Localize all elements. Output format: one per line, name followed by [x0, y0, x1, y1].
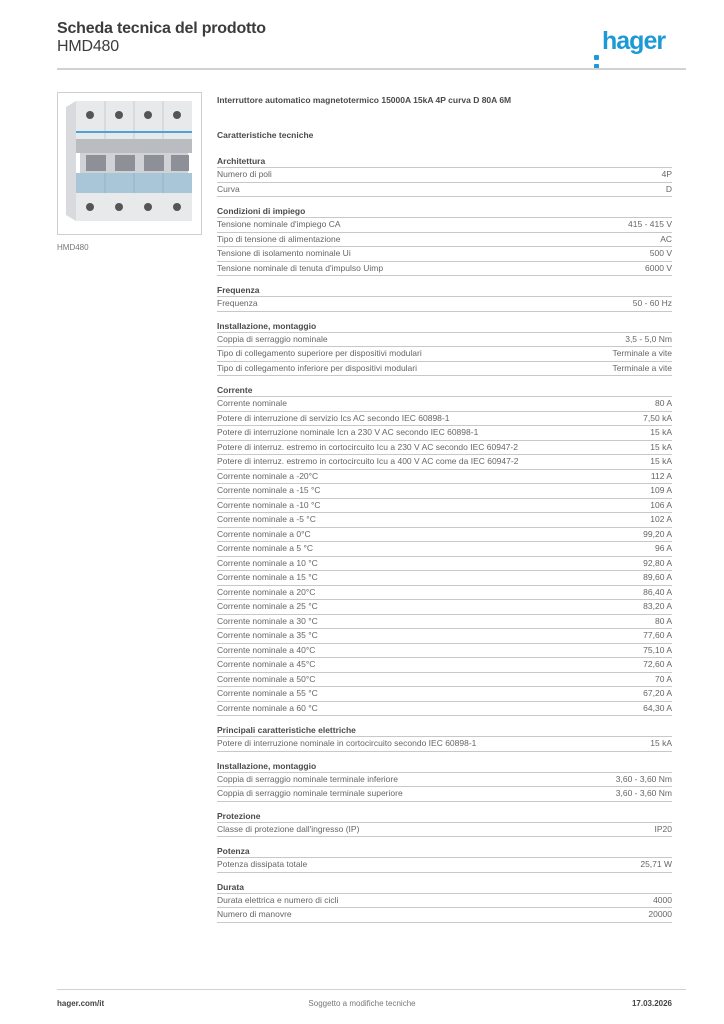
spec-label: Corrente nominale a 55 °C — [217, 688, 318, 698]
spec-section — [217, 206, 672, 276]
spec-row — [217, 499, 672, 514]
spec-label: Corrente nominale a 0°C — [217, 528, 311, 539]
spec-row — [217, 600, 672, 615]
section-title: Condizioni di impiego — [217, 206, 672, 218]
spec-row — [217, 218, 672, 233]
spec-value: 99,20 A — [643, 528, 672, 539]
spec-label: Tipo di tensione di alimentazione — [217, 233, 341, 244]
spec-row — [217, 183, 672, 198]
spec-value: 15 kA — [650, 738, 672, 748]
spec-value: 96 A — [654, 543, 672, 553]
section-title: Principali caratteristiche elettriche — [217, 725, 672, 737]
spec-label: Corrente nominale a 50°C — [217, 673, 316, 684]
spec-value: 6000 V — [645, 262, 672, 273]
spec-row — [217, 426, 672, 441]
section-title: Potenza — [217, 846, 672, 858]
spec-value: 3,60 - 3,60 Nm — [615, 788, 672, 798]
spec-row — [217, 629, 672, 644]
spec-label: Corrente nominale a 5 °C — [217, 543, 314, 553]
spec-row — [217, 347, 672, 362]
footer-website-link[interactable]: hager.com/it — [57, 999, 105, 1008]
spec-row — [217, 262, 672, 277]
spec-value: 106 A — [650, 499, 672, 510]
spec-label: Corrente nominale a -15 °C — [217, 485, 321, 495]
spec-label: Tensione nominale di tenuta d'impulso Uimp — [217, 262, 384, 273]
spec-label: Corrente nominale a -10 °C — [217, 499, 321, 510]
spec-section — [217, 725, 672, 752]
spec-value: 75,10 A — [643, 644, 672, 655]
spec-value: 83,20 A — [643, 601, 672, 611]
spec-value: 25,71 W — [640, 859, 672, 869]
spec-label: Tipo di collegamento inferiore per dispositivi modulari — [217, 362, 418, 373]
spec-label: Corrente nominale a 15 °C — [217, 572, 318, 582]
spec-row — [217, 484, 672, 499]
spec-label: Tensione di isolamento nominale Ui — [217, 248, 351, 258]
page-title: Scheda tecnica del prodotto — [57, 20, 266, 37]
spec-label: Numero di manovre — [217, 909, 292, 919]
spec-label: Potere di interruz. estremo in cortocircuito Icu a 230 V AC secondo IEC 60947-2 — [217, 441, 518, 452]
spec-row — [217, 773, 672, 788]
image-caption: HMD480 — [57, 243, 89, 252]
spec-section — [217, 385, 672, 716]
spec-section — [217, 761, 672, 802]
section-title: Protezione — [217, 811, 672, 823]
spec-value: 67,20 A — [643, 688, 672, 698]
spec-label: Durata elettrica e numero di cicli — [217, 894, 339, 905]
spec-row — [217, 168, 672, 183]
spec-row — [217, 397, 672, 412]
spec-label: Corrente nominale a 10 °C — [217, 557, 318, 568]
spec-row — [217, 297, 672, 312]
spec-value: 70 A — [654, 673, 672, 684]
spec-section — [217, 811, 672, 838]
spec-value: 3,60 - 3,60 Nm — [615, 773, 672, 784]
spec-value: 80 A — [654, 615, 672, 626]
spec-value: 415 - 415 V — [628, 219, 672, 229]
spec-row — [217, 542, 672, 557]
spec-value: D — [665, 183, 672, 194]
spec-label: Tipo di collegamento superiore per dispositivi modulari — [217, 348, 422, 358]
section-title: Durata — [217, 882, 672, 894]
spec-row — [217, 247, 672, 262]
hager-logo — [594, 27, 665, 55]
spec-section — [217, 846, 672, 873]
spec-row — [217, 586, 672, 601]
spec-label: Corrente nominale a 30 °C — [217, 615, 318, 626]
spec-value: AC — [660, 233, 672, 244]
circuit-breaker-icon — [58, 93, 201, 234]
spec-label: Corrente nominale a 40°C — [217, 644, 316, 655]
spec-label: Corrente nominale a 25 °C — [217, 601, 318, 611]
spec-content — [217, 94, 672, 932]
logo-text: hager — [602, 27, 666, 55]
spec-row — [217, 894, 672, 909]
product-description: Interruttore automatico magnetotermico 15000A 15kA 4P curva D 80A 6M — [217, 95, 512, 105]
spec-value: 15 kA — [650, 427, 672, 437]
spec-label: Frequenza — [217, 298, 258, 308]
spec-row — [217, 571, 672, 586]
spec-row — [217, 673, 672, 688]
spec-value: 89,60 A — [643, 572, 672, 582]
spec-row — [217, 787, 672, 802]
spec-label: Curva — [217, 183, 240, 194]
spec-value: 86,40 A — [643, 586, 672, 597]
header-divider — [57, 68, 686, 70]
spec-value: 109 A — [650, 485, 672, 495]
spec-row — [217, 362, 672, 377]
footer-notice: Soggetto a modifiche tecniche — [308, 999, 416, 1008]
spec-value: 15 kA — [650, 441, 672, 452]
spec-label: Numero di poli — [217, 169, 272, 179]
footer-divider — [57, 989, 686, 990]
spec-row — [217, 644, 672, 659]
spec-value: 92,80 A — [643, 557, 672, 568]
spec-row — [217, 702, 672, 717]
spec-value: 77,60 A — [643, 630, 672, 640]
spec-value: IP20 — [654, 823, 672, 834]
spec-label: Potenza dissipata totale — [217, 859, 308, 869]
spec-row — [217, 557, 672, 572]
spec-value: 64,30 A — [643, 702, 672, 713]
section-title: Corrente — [217, 385, 672, 397]
spec-row — [217, 687, 672, 702]
spec-row — [217, 412, 672, 427]
spec-value: 15 kA — [650, 456, 672, 466]
spec-row — [217, 908, 672, 923]
spec-row — [217, 737, 672, 752]
spec-label: Potere di interruzione nominale Icn a 230 V AC secondo IEC 60898-1 — [217, 427, 479, 437]
product-code: HMD480 — [57, 38, 119, 55]
spec-value: 80 A — [654, 398, 672, 408]
spec-value: 3,5 - 5,0 Nm — [625, 333, 672, 344]
spec-sections — [217, 156, 672, 923]
spec-value: 500 V — [649, 248, 672, 258]
spec-value: 4000 — [653, 894, 672, 905]
spec-label: Potere di interruz. estremo in cortocircuito Icu a 400 V AC come da IEC 60947-2 — [217, 456, 519, 466]
tech-heading: Caratteristiche tecniche — [217, 130, 314, 140]
footer-date: 17.03.2026 — [631, 999, 672, 1008]
spec-value: 50 - 60 Hz — [632, 298, 672, 308]
spec-row — [217, 455, 672, 470]
section-title: Installazione, montaggio — [217, 321, 672, 333]
spec-value: Terminale a vite — [612, 348, 672, 358]
spec-row — [217, 233, 672, 248]
spec-value: Terminale a vite — [612, 362, 672, 373]
spec-value: 4P — [661, 169, 672, 179]
spec-row — [217, 333, 672, 348]
spec-label: Coppia di serraggio nominale terminale inferiore — [217, 773, 398, 784]
spec-row — [217, 528, 672, 543]
spec-value: 72,60 A — [643, 659, 672, 669]
spec-row — [217, 658, 672, 673]
spec-label: Corrente nominale a 35 °C — [217, 630, 318, 640]
spec-label: Corrente nominale a 60 °C — [217, 702, 318, 713]
spec-section — [217, 321, 672, 377]
section-title: Architettura — [217, 156, 672, 168]
spec-label: Tensione nominale d'impiego CA — [217, 219, 341, 229]
spec-label: Corrente nominale a -20°C — [217, 470, 319, 481]
spec-value: 20000 — [648, 909, 672, 919]
spec-value: 102 A — [650, 514, 672, 524]
spec-row — [217, 615, 672, 630]
spec-section — [217, 285, 672, 312]
spec-row — [217, 470, 672, 485]
spec-value: 112 A — [650, 470, 672, 481]
spec-label: Classe di protezione dall'ingresso (IP) — [217, 823, 360, 834]
spec-label: Corrente nominale — [217, 398, 287, 408]
section-title: Frequenza — [217, 285, 672, 297]
spec-label: Potere di interruzione di servizio Ics AC secondo IEC 60898-1 — [217, 412, 450, 423]
spec-row — [217, 858, 672, 873]
spec-value: 7,50 kA — [643, 412, 672, 423]
spec-row — [217, 513, 672, 528]
section-title: Installazione, montaggio — [217, 761, 672, 773]
spec-label: Coppia di serraggio nominale terminale superiore — [217, 788, 403, 798]
spec-section — [217, 156, 672, 197]
spec-label: Coppia di serraggio nominale — [217, 333, 328, 344]
spec-label: Corrente nominale a -5 °C — [217, 514, 316, 524]
spec-section — [217, 882, 672, 923]
spec-label: Potere di interruzione nominale in cortocircuito secondo IEC 60898-1 — [217, 738, 477, 748]
spec-row — [217, 823, 672, 838]
product-image — [57, 92, 202, 235]
spec-row — [217, 441, 672, 456]
spec-label: Corrente nominale a 20°C — [217, 586, 316, 597]
spec-label: Corrente nominale a 45°C — [217, 659, 316, 669]
